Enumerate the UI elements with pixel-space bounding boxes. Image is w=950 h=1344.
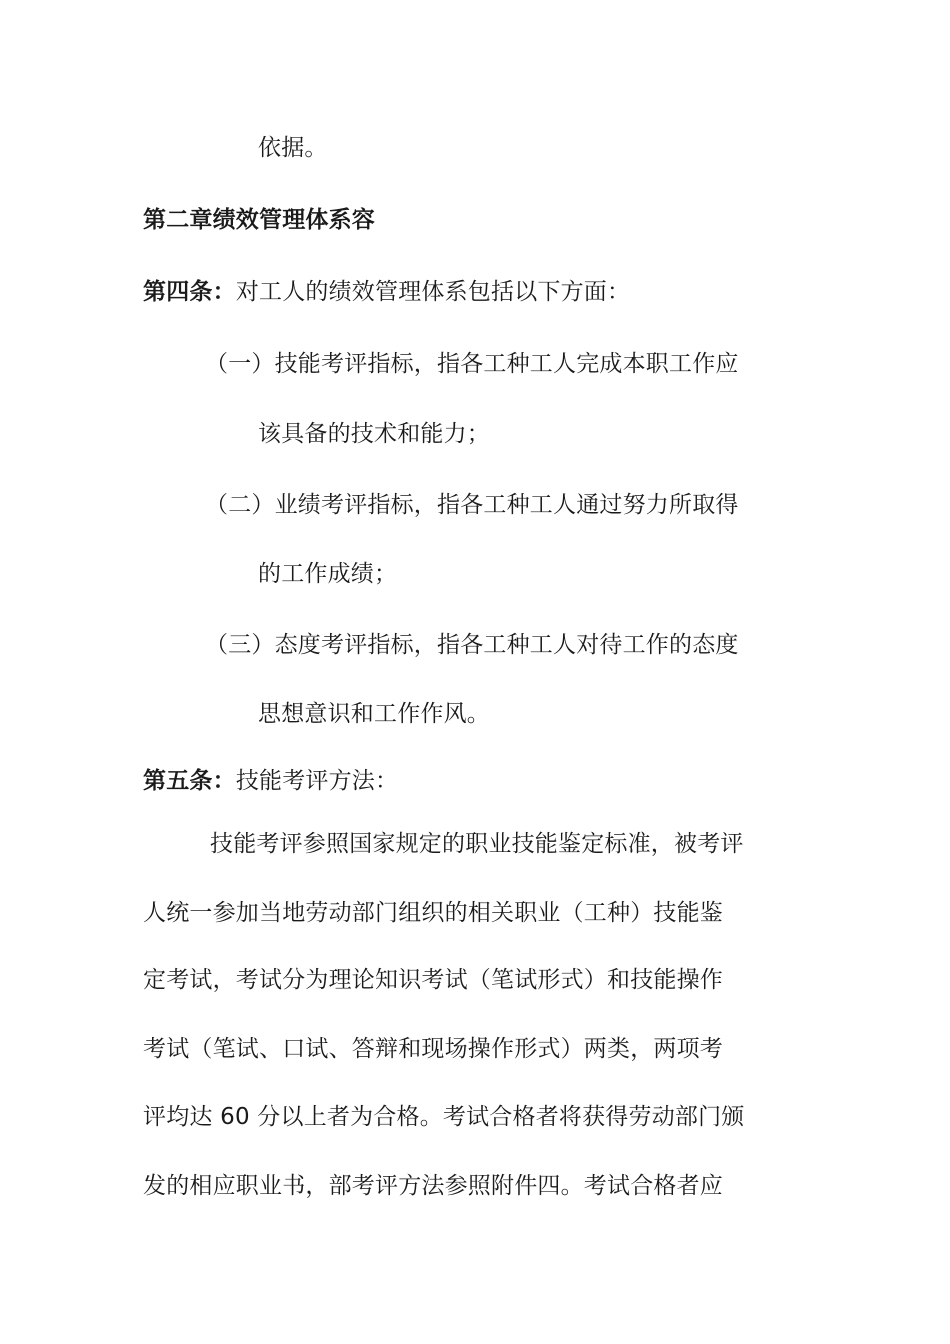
article-4 <box>143 276 630 308</box>
article-5-text: 技能考评方法： <box>235 768 399 794</box>
article-5-paragraph-line-1: 技能考评参照国家规定的职业技能鉴定标准，被考评 <box>210 831 744 857</box>
article-4-item-3-line-2: 思想意识和工作作风。 <box>258 701 490 727</box>
article-5-paragraph-line-2: 人统一参加当地劳动部门组织的相关职业（工种）技能鉴 <box>143 900 723 926</box>
article-5-paragraph-line-3: 定考试，考试分为理论知识考试（笔试形式）和技能操作 <box>143 967 723 993</box>
article-4-item-3-line-1: （三）态度考评指标，指各工种工人对待工作的态度 <box>205 632 739 658</box>
article-5-label: 第五条： <box>143 768 236 794</box>
article-5-paragraph-line-4: 考试（笔试、口试、答辩和现场操作形式）两类，两项考 <box>143 1036 723 1062</box>
article-5-paragraph-line-6: 发的相应职业书，部考评方法参照附件四。考试合格者应 <box>143 1173 723 1199</box>
article-4-item-1-line-2: 该具备的技术和能力； <box>258 421 490 447</box>
article-5 <box>143 765 398 797</box>
article-4-item-2-line-2: 的工作成绩； <box>258 561 398 587</box>
article-4-item-1-line-1: （一）技能考评指标，指各工种工人完成本职工作应 <box>205 351 739 377</box>
chapter-heading: 第二章绩效管理体系容 <box>143 207 375 233</box>
article-5-paragraph-line-5: 评均达 60 分以上者为合格。考试合格者将获得劳动部门颁 <box>143 1104 745 1130</box>
fragment-end: 依据。 <box>258 135 328 161</box>
article-4-label: 第四条： <box>143 279 236 305</box>
article-4-item-2-line-1: （二）业绩考评指标，指各工种工人通过努力所取得 <box>205 492 739 518</box>
article-4-text: 对工人的绩效管理体系包括以下方面： <box>235 279 631 305</box>
